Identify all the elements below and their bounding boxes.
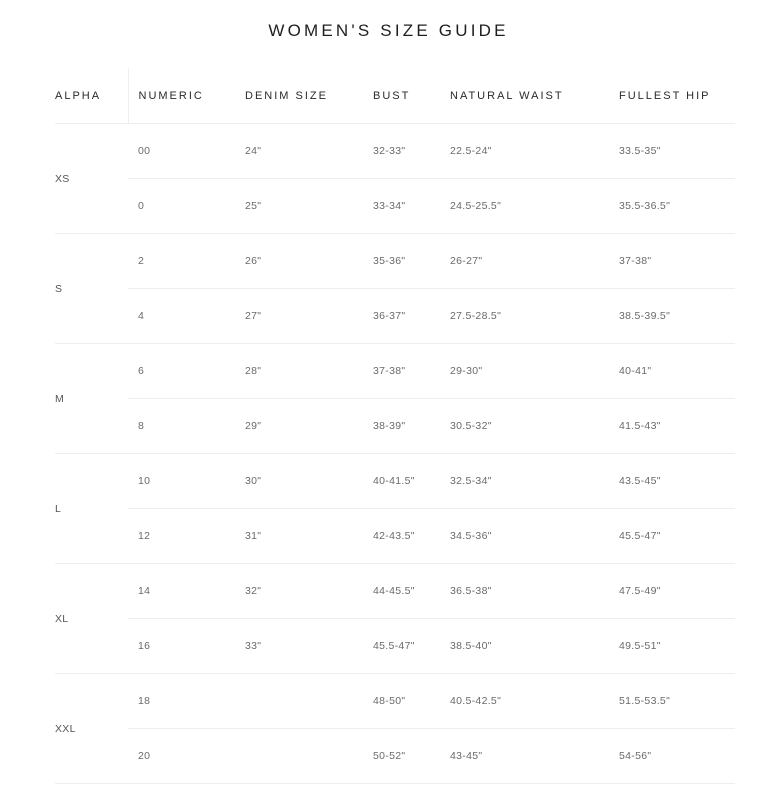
cell-bust: 40-41.5" bbox=[363, 454, 440, 509]
size-guide-table bbox=[55, 68, 735, 784]
cell-numeric: 8 bbox=[128, 399, 235, 454]
cell-numeric: 6 bbox=[128, 344, 235, 399]
cell-numeric: 12 bbox=[128, 509, 235, 564]
cell-natural-waist: 32.5-34" bbox=[440, 454, 609, 509]
cell-alpha: XL bbox=[55, 564, 128, 674]
cell-numeric: 00 bbox=[128, 124, 235, 179]
cell-denim-size: 30" bbox=[235, 454, 363, 509]
cell-alpha: S bbox=[55, 234, 128, 344]
cell-natural-waist: 34.5-36" bbox=[440, 509, 609, 564]
cell-denim-size: 31" bbox=[235, 509, 363, 564]
cell-alpha: XS bbox=[55, 124, 128, 234]
cell-denim-size: 28" bbox=[235, 344, 363, 399]
cell-natural-waist: 38.5-40" bbox=[440, 619, 609, 674]
cell-fullest-hip: 51.5-53.5" bbox=[609, 674, 735, 729]
table-header-row bbox=[55, 68, 735, 124]
table-row bbox=[55, 454, 735, 509]
cell-numeric: 4 bbox=[128, 289, 235, 344]
column-header-bust: BUST bbox=[363, 68, 440, 124]
cell-denim-size: 33" bbox=[235, 619, 363, 674]
column-header-denim-size: DENIM SIZE bbox=[235, 68, 363, 124]
cell-fullest-hip: 43.5-45" bbox=[609, 454, 735, 509]
cell-bust: 44-45.5" bbox=[363, 564, 440, 619]
table-row bbox=[55, 289, 735, 344]
cell-denim-size bbox=[235, 674, 363, 729]
cell-alpha: XXL bbox=[55, 674, 128, 784]
cell-denim-size: 32" bbox=[235, 564, 363, 619]
table-row bbox=[55, 674, 735, 729]
cell-denim-size: 24" bbox=[235, 124, 363, 179]
cell-numeric: 18 bbox=[128, 674, 235, 729]
cell-denim-size: 27" bbox=[235, 289, 363, 344]
cell-bust: 35-36" bbox=[363, 234, 440, 289]
cell-fullest-hip: 45.5-47" bbox=[609, 509, 735, 564]
cell-numeric: 16 bbox=[128, 619, 235, 674]
cell-natural-waist: 24.5-25.5" bbox=[440, 179, 609, 234]
cell-fullest-hip: 40-41" bbox=[609, 344, 735, 399]
cell-bust: 50-52" bbox=[363, 729, 440, 784]
cell-fullest-hip: 35.5-36.5" bbox=[609, 179, 735, 234]
cell-bust: 36-37" bbox=[363, 289, 440, 344]
table-row bbox=[55, 179, 735, 234]
cell-denim-size bbox=[235, 729, 363, 784]
table-row bbox=[55, 564, 735, 619]
cell-bust: 38-39" bbox=[363, 399, 440, 454]
cell-natural-waist: 30.5-32" bbox=[440, 399, 609, 454]
cell-fullest-hip: 33.5-35" bbox=[609, 124, 735, 179]
table-row bbox=[55, 729, 735, 784]
cell-numeric: 20 bbox=[128, 729, 235, 784]
cell-denim-size: 26" bbox=[235, 234, 363, 289]
column-header-fullest-hip: FULLEST HIP bbox=[609, 68, 735, 124]
table-row bbox=[55, 509, 735, 564]
cell-bust: 48-50" bbox=[363, 674, 440, 729]
column-header-natural-waist: NATURAL WAIST bbox=[440, 68, 609, 124]
cell-fullest-hip: 49.5-51" bbox=[609, 619, 735, 674]
cell-bust: 37-38" bbox=[363, 344, 440, 399]
cell-bust: 42-43.5" bbox=[363, 509, 440, 564]
table-body bbox=[55, 124, 735, 784]
table-row bbox=[55, 399, 735, 454]
cell-fullest-hip: 47.5-49" bbox=[609, 564, 735, 619]
page-title: WOMEN'S SIZE GUIDE bbox=[268, 21, 509, 40]
column-header-numeric: NUMERIC bbox=[128, 68, 235, 124]
cell-numeric: 0 bbox=[128, 179, 235, 234]
cell-denim-size: 29" bbox=[235, 399, 363, 454]
table-row bbox=[55, 124, 735, 179]
cell-alpha: M bbox=[55, 344, 128, 454]
cell-natural-waist: 43-45" bbox=[440, 729, 609, 784]
cell-natural-waist: 29-30" bbox=[440, 344, 609, 399]
cell-numeric: 10 bbox=[128, 454, 235, 509]
cell-denim-size: 25" bbox=[235, 179, 363, 234]
table-row bbox=[55, 344, 735, 399]
cell-natural-waist: 40.5-42.5" bbox=[440, 674, 609, 729]
cell-natural-waist: 36.5-38" bbox=[440, 564, 609, 619]
column-header-alpha: ALPHA bbox=[55, 68, 128, 124]
table-row bbox=[55, 619, 735, 674]
cell-numeric: 2 bbox=[128, 234, 235, 289]
cell-fullest-hip: 54-56" bbox=[609, 729, 735, 784]
cell-fullest-hip: 37-38" bbox=[609, 234, 735, 289]
cell-natural-waist: 26-27" bbox=[440, 234, 609, 289]
cell-fullest-hip: 38.5-39.5" bbox=[609, 289, 735, 344]
table-row bbox=[55, 234, 735, 289]
cell-numeric: 14 bbox=[128, 564, 235, 619]
cell-bust: 45.5-47" bbox=[363, 619, 440, 674]
cell-natural-waist: 27.5-28.5" bbox=[440, 289, 609, 344]
cell-natural-waist: 22.5-24" bbox=[440, 124, 609, 179]
cell-alpha: L bbox=[55, 454, 128, 564]
cell-bust: 33-34" bbox=[363, 179, 440, 234]
cell-fullest-hip: 41.5-43" bbox=[609, 399, 735, 454]
cell-bust: 32-33" bbox=[363, 124, 440, 179]
